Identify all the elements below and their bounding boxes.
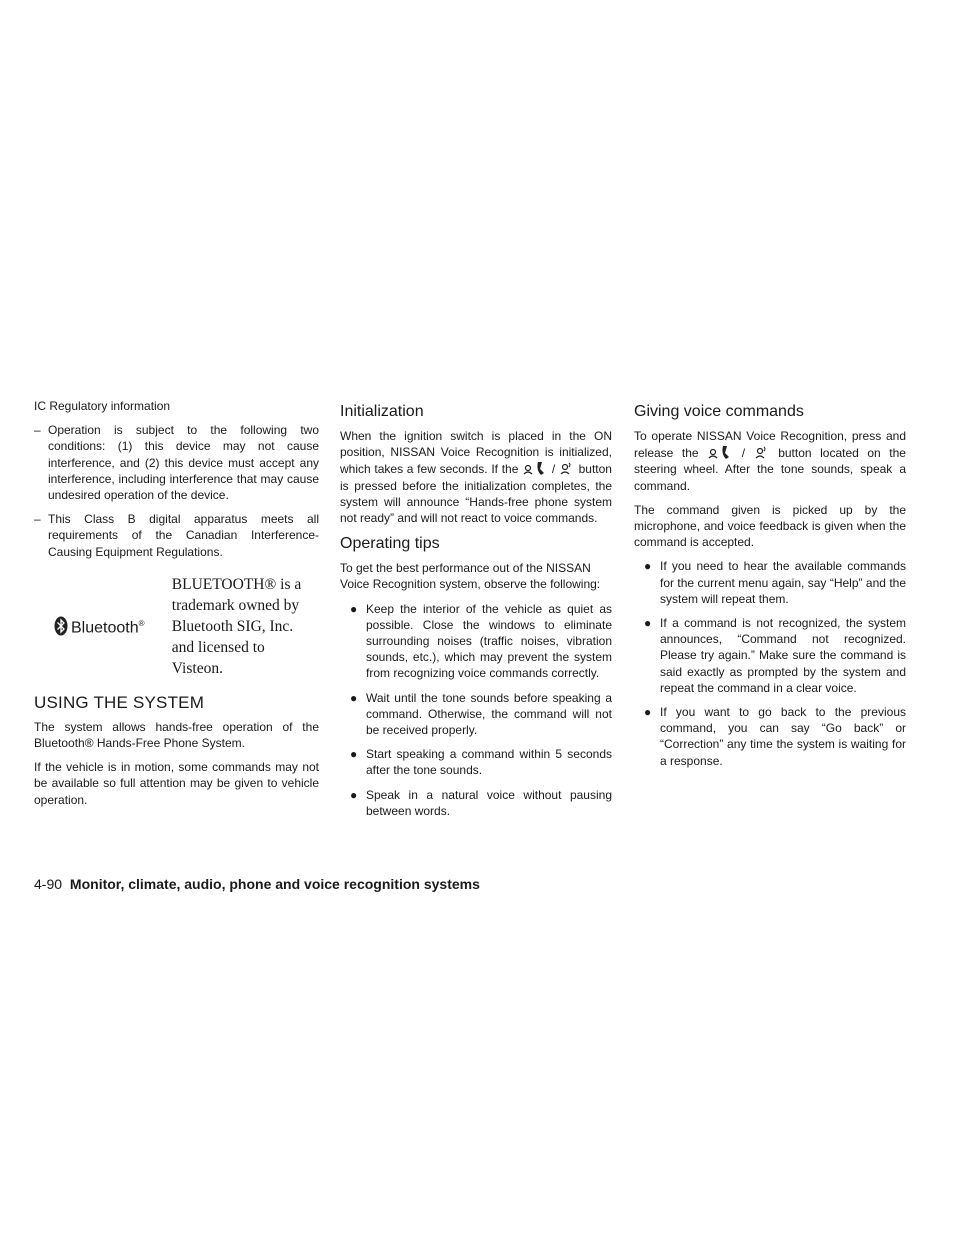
bullet-marker: ● xyxy=(350,690,358,705)
bullet-marker: ● xyxy=(644,616,652,631)
bullet-marker: ● xyxy=(350,601,358,616)
operating-tips-intro: To get the best performance out of the NISSAN Voice Recognition system, observe the following: xyxy=(340,561,601,592)
voice-talk-icon xyxy=(754,444,770,460)
bullet-marker: ● xyxy=(350,787,358,802)
bluetooth-rune-icon xyxy=(54,616,68,636)
giving-paragraph: The command given is picked up by the microphone, and voice feedback is given when the command is accepted. xyxy=(634,502,906,550)
initialization-heading: Initialization xyxy=(340,403,424,420)
giving-voice-commands-heading: Giving voice commands xyxy=(634,403,804,420)
page-number: 4-90 xyxy=(34,876,63,892)
using-paragraph: The system allows hands-free operation of the Bluetooth® Hands-Free Phone System. xyxy=(34,719,319,751)
operating-tips-heading: Operating tips xyxy=(340,535,440,553)
bullet-marker: ● xyxy=(350,747,358,762)
tip-item: ● Keep the interior of the vehicle as quiet as possible. Close the windows to eliminate surrounding noises (traffic noises, vibration sounds, etc.), which may prevent the system from recognizing voice commands correctly. xyxy=(350,601,612,681)
talk-phone-icon xyxy=(707,444,733,460)
column-middle xyxy=(340,398,612,827)
command-tip-item: ● If you need to hear the available commands for the current menu again, say “Help” and the system will repeat them. xyxy=(644,559,906,606)
regulation-text: This Class B digital apparatus meets all requirements of the Canadian Interference-Causing Equipment Regulations. xyxy=(48,512,319,559)
bluetooth-logo xyxy=(54,616,172,637)
giving-paragraph: To operate NISSAN Voice Recognition, press and release the / button located on the steering wheel. After the tone sounds, speak a command. xyxy=(634,429,906,493)
initialization-paragraph: When the ignition switch is placed in the ON position, NISSAN Voice Recognition is initialized, which takes a few seconds. If the / button is pressed before the initialization completes, the system will announce “Hands-free phone system not ready” and will not react to voice commands. xyxy=(340,429,612,526)
page-footer xyxy=(34,876,480,892)
voice-talk-icon xyxy=(559,460,575,476)
regulation-item xyxy=(34,511,319,560)
column-left xyxy=(34,398,319,816)
command-tip-item: ● If a command is not recognized, the system announces, “Command not recognized. Please try again.” Make sure the command is said exactly as prompted by the system and repeat the command in a clear voice. xyxy=(644,616,906,695)
bluetooth-trademark-text: BLUETOOTH® is a trademark owned by Bluetooth SIG, Inc. and licensed to Visteon. xyxy=(171,575,302,677)
column-right xyxy=(634,398,906,777)
using-paragraph: If the vehicle is in motion, some commands may not be available so full attention may be given to vehicle operation. xyxy=(34,760,319,807)
dash-marker: – xyxy=(34,512,41,527)
regulation-item xyxy=(34,422,319,503)
regulation-text: Operation is subject to the following two conditions: (1) this device may not cause interference, and (2) this device must accept any interference, including interference that may cause undesired operation of the device. xyxy=(48,423,319,503)
tip-item: ● Speak in a natural voice without pausing between words. xyxy=(350,787,612,818)
ic-regulatory-heading: IC Regulatory information xyxy=(34,399,171,413)
dash-marker: – xyxy=(34,423,41,438)
bluetooth-wordmark: Bluetooth® xyxy=(71,619,145,637)
using-the-system-heading: USING THE SYSTEM xyxy=(34,692,205,712)
bluetooth-notice xyxy=(34,574,319,679)
section-title: Monitor, climate, audio, phone and voice recognition systems xyxy=(69,876,480,892)
command-tip-item: ● If you want to go back to the previous command, you can say “Go back” or “Correction” any time the system is waiting for a response. xyxy=(644,705,906,768)
tip-item: ● Wait until the tone sounds before speaking a command. Otherwise, the command will not be received properly. xyxy=(350,690,612,738)
talk-phone-icon xyxy=(522,460,548,476)
tip-item: ● Start speaking a command within 5 seconds after the tone sounds. xyxy=(350,747,612,778)
bullet-marker: ● xyxy=(644,559,652,574)
bullet-marker: ● xyxy=(644,705,652,720)
